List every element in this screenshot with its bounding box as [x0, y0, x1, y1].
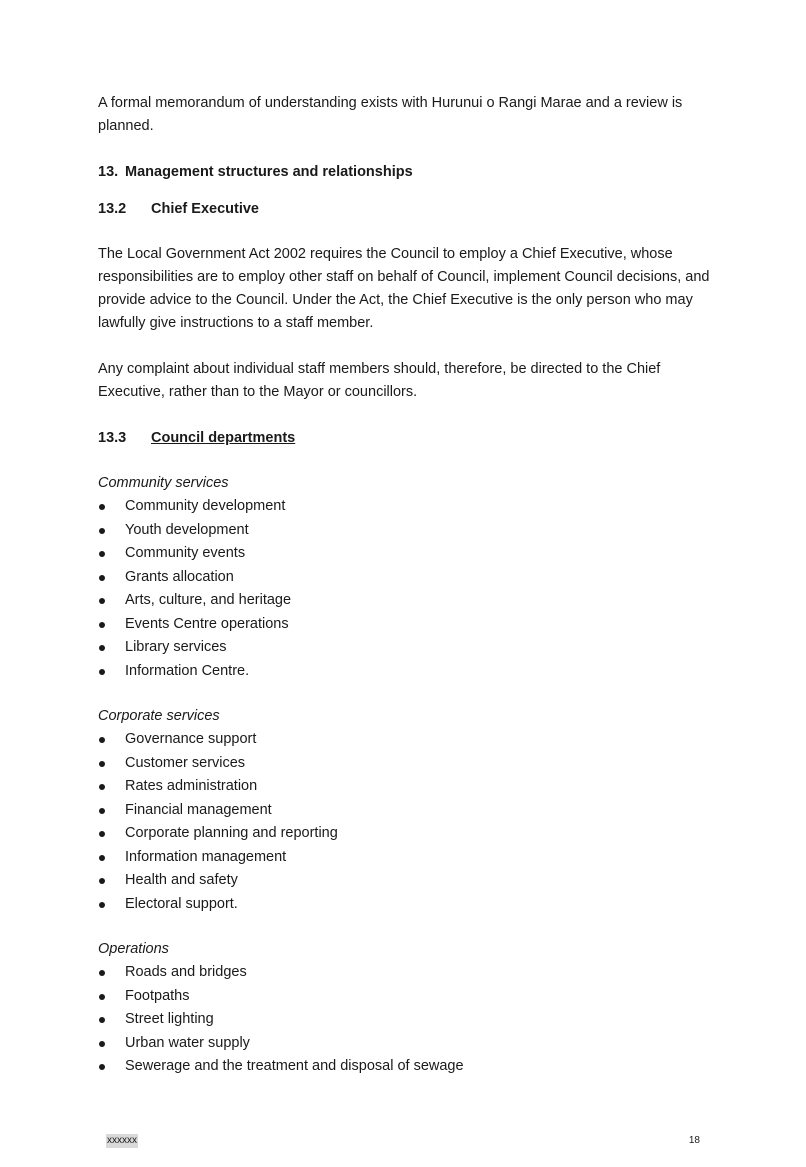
section-13-3-title: Council departments [151, 430, 296, 446]
department-groups [98, 472, 710, 1079]
department-list [98, 728, 710, 916]
section-13-number: 13. [98, 164, 119, 180]
bullet-icon [99, 855, 105, 861]
bullet-icon [99, 902, 105, 908]
list-item [98, 799, 710, 823]
bullet-icon [99, 1064, 105, 1070]
list-item [98, 1055, 710, 1079]
bullet-icon [99, 737, 105, 743]
bullet-icon [99, 808, 105, 814]
list-item-text: Rates administration [125, 778, 258, 794]
bullet-icon [99, 784, 105, 790]
bullet-icon [99, 970, 105, 976]
department-group-title: Community services [98, 475, 229, 491]
list-item-text: Customer services [125, 754, 246, 771]
document-page [98, 92, 710, 1101]
list-item-text: Urban water supply [125, 1034, 250, 1051]
list-item-text: Arts, culture, and heritage [125, 592, 292, 608]
list-item [98, 893, 710, 917]
bullet-icon [99, 994, 105, 1000]
list-item [98, 822, 710, 846]
list-item-text: Information management [125, 848, 287, 865]
footer-reference: xxxxxx [107, 1135, 137, 1146]
list-item-text: Roads and bridges [125, 964, 247, 980]
section-13-title: Management structures and relationships [125, 164, 413, 180]
list-item-text: Grants allocation [125, 568, 234, 585]
page-number: 18 [688, 1135, 700, 1146]
list-item [98, 846, 710, 870]
list-item [98, 728, 710, 752]
list-item-text: Financial management [125, 801, 272, 818]
bullet-icon [99, 1017, 105, 1023]
list-item-text: Governance support [125, 731, 257, 747]
section-13-heading [98, 161, 710, 184]
list-item [98, 961, 710, 985]
list-item [98, 495, 710, 519]
bullet-icon [99, 504, 105, 510]
list-item-text: Community development [125, 498, 286, 514]
section-13-3-number: 13.3 [98, 430, 127, 446]
list-item-text: Sewerage and the treatment and disposal of sewage [125, 1058, 464, 1074]
list-item [98, 660, 710, 684]
intro-paragraph: A formal memorandum of understanding exists with Hurunui o Rangi Marae and a review is planned. [98, 95, 683, 134]
bullet-icon [99, 575, 105, 581]
list-item [98, 775, 710, 799]
list-item [98, 1008, 710, 1032]
list-item-text: Electoral support. [125, 895, 238, 912]
bullet-icon [99, 831, 105, 837]
bullet-icon [99, 528, 105, 534]
list-item [98, 985, 710, 1009]
list-item-text: Street lighting [125, 1011, 214, 1027]
list-item-text: Events Centre operations [125, 615, 289, 632]
bullet-icon [99, 551, 105, 557]
bullet-icon [99, 1041, 105, 1047]
list-item [98, 566, 710, 590]
bullet-icon [99, 878, 105, 884]
list-item [98, 752, 710, 776]
list-item [98, 1032, 710, 1056]
list-item-text: Corporate planning and reporting [125, 825, 338, 841]
department-group-title: Operations [98, 941, 169, 957]
department-group-title: Corporate services [98, 708, 220, 724]
list-item-text: Community events [125, 545, 246, 561]
section-13-2-heading [98, 198, 710, 221]
list-item [98, 589, 710, 613]
bullet-icon [99, 598, 105, 604]
list-item [98, 613, 710, 637]
section-13-2-number: 13.2 [98, 201, 127, 217]
section-13-3-heading [98, 427, 710, 450]
list-item [98, 869, 710, 893]
bullet-icon [99, 622, 105, 628]
bullet-icon [99, 645, 105, 651]
list-item-text: Library services [125, 639, 227, 655]
department-list [98, 495, 710, 683]
list-item-text: Health and safety [125, 872, 238, 888]
section-13-2-title: Chief Executive [151, 201, 259, 217]
list-item-text: Information Centre. [125, 662, 250, 679]
list-item [98, 519, 710, 543]
list-item-text: Footpaths [125, 987, 190, 1004]
bullet-icon [99, 669, 105, 675]
chief-executive-paragraph-2: Any complaint about individual staff members should, therefore, be directed to the Chief Executive, rather than to the Mayor or councillors. [98, 361, 661, 400]
list-item [98, 636, 710, 660]
list-item [98, 542, 710, 566]
list-item-text: Youth development [125, 521, 249, 538]
department-list [98, 961, 710, 1079]
chief-executive-paragraph-1: The Local Government Act 2002 requires the Council to employ a Chief Executive, whose responsibilities are to employ other staff on behalf of Council, implement Council decisions, and provide advice to the Council. Under the Act, the Chief Executive is the only person who may lawfully give instructions to a staff member. [98, 246, 710, 331]
bullet-icon [99, 761, 105, 767]
